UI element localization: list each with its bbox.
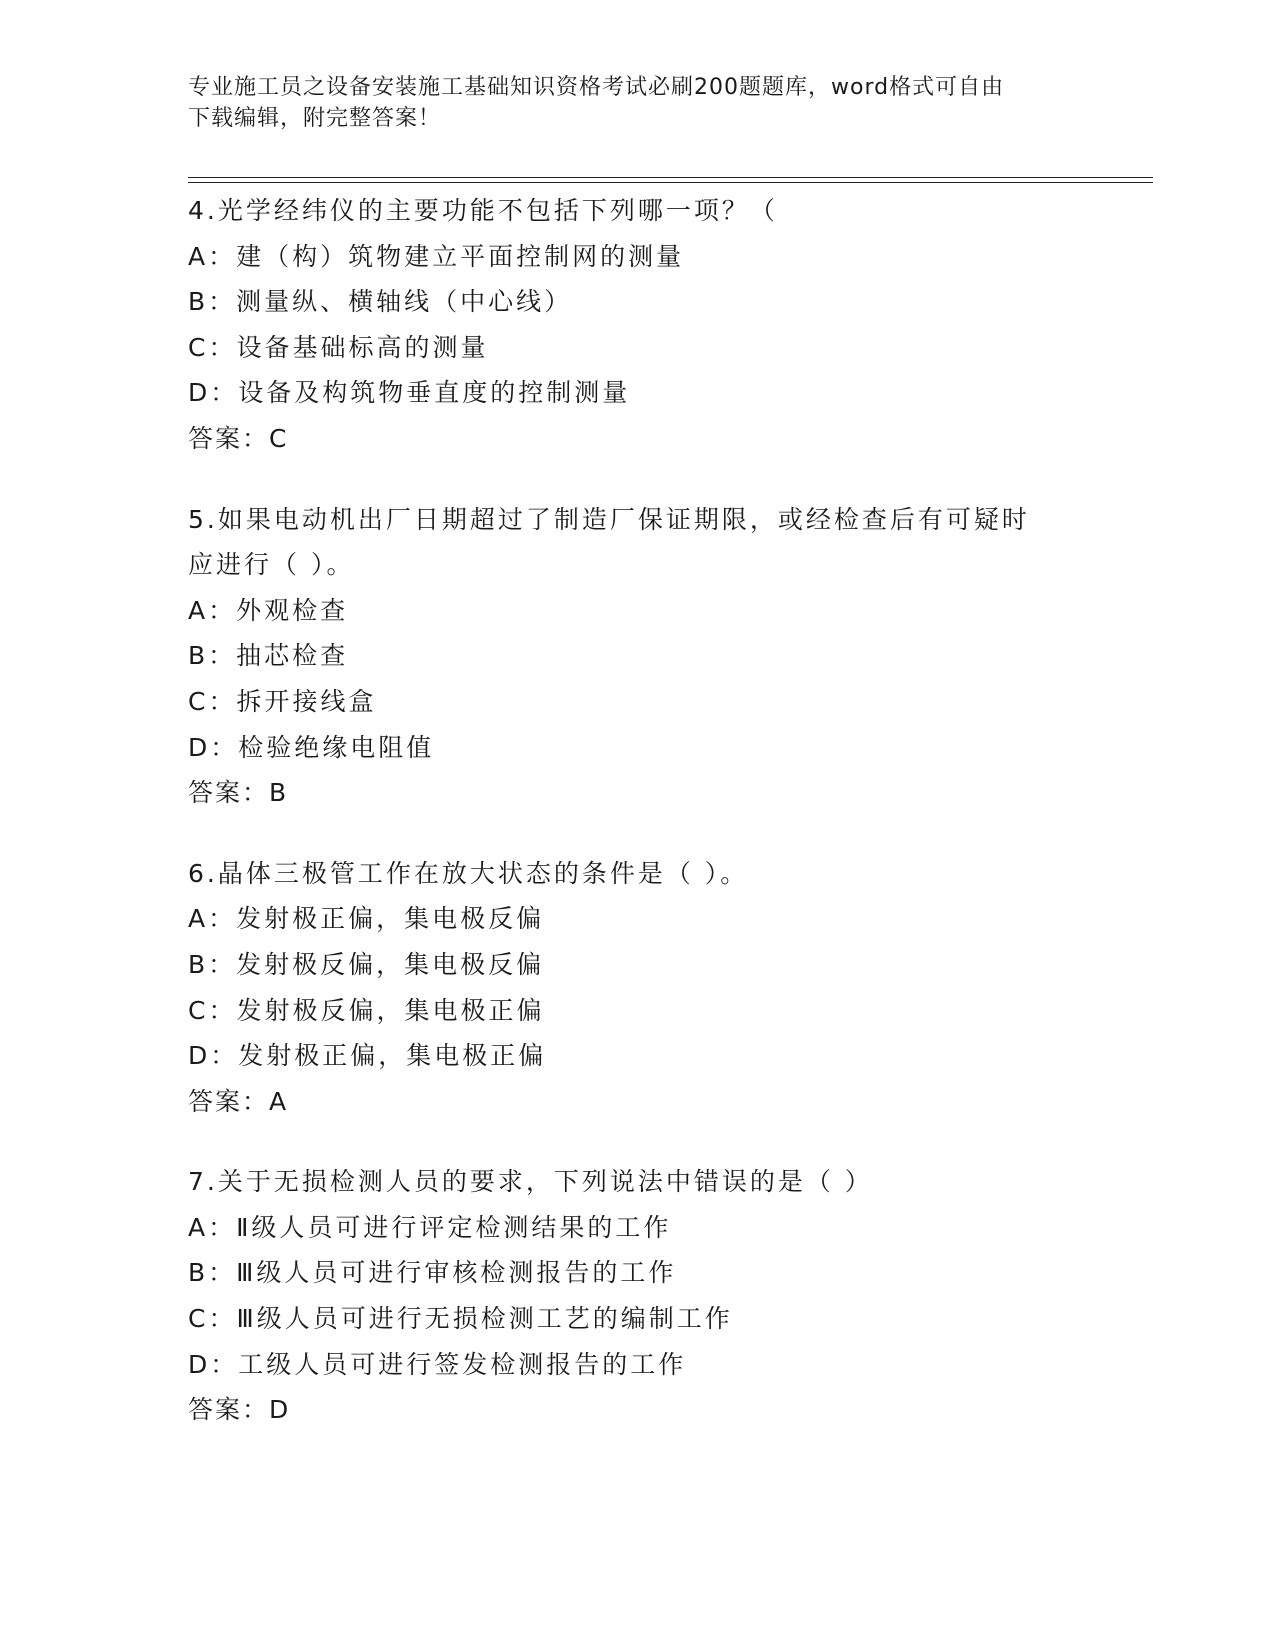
answer-label: 答案：	[188, 1086, 270, 1116]
answer-label: 答案：	[188, 778, 270, 808]
header-line-1: 专业施工员之设备安装施工基础知识资格考试必刷200题题库，word格式可自由	[188, 75, 1005, 100]
option-b: B：发射极反偏，集电极反偏	[188, 949, 545, 979]
answer-line	[188, 1387, 1088, 1433]
question-list	[188, 188, 1088, 1468]
option-b: B：抽芯检查	[188, 641, 349, 671]
answer-label: 答案：	[188, 1395, 270, 1425]
option-d: D：检验绝缘电阻值	[188, 732, 435, 762]
option-b: B：测量纵、横轴线（中心线）	[188, 287, 573, 317]
question-stem: 7.关于无损检测人员的要求，下列说法中错误的是（ ）	[188, 1167, 873, 1197]
header-line-2: 下载编辑，附完整答案！	[188, 106, 442, 131]
question-item	[188, 851, 1088, 1125]
option-a: A：发射极正偏，集电极反偏	[188, 904, 545, 934]
question-stem: 6.晶体三极管工作在放大状态的条件是（ ）。	[188, 858, 749, 888]
document-header	[188, 72, 1068, 134]
answer-line	[188, 1079, 1088, 1125]
question-stem: 4.光学经纬仪的主要功能不包括下列哪一项？（	[188, 196, 778, 225]
option-c: C：Ⅲ级人员可进行无损检测工艺的编制工作	[188, 1304, 733, 1334]
option-a: A：建（构）筑物建立平面控制网的测量	[188, 241, 685, 271]
answer-value: D	[269, 1395, 290, 1425]
answer-line	[188, 770, 1088, 816]
option-a: A：Ⅱ级人员可进行评定检测结果的工作	[188, 1212, 672, 1242]
question-item	[188, 497, 1088, 816]
option-d: D：工级人员可进行签发检测报告的工作	[188, 1349, 687, 1379]
option-c: C：拆开接线盒	[188, 686, 377, 716]
option-a: A：外观检查	[188, 595, 349, 625]
answer-value: A	[269, 1086, 288, 1116]
header-divider-top	[188, 177, 1153, 178]
option-c: C：设备基础标高的测量	[188, 332, 489, 362]
option-b: B：Ⅲ级人员可进行审核检测报告的工作	[188, 1258, 677, 1288]
answer-line	[188, 416, 1088, 462]
option-c: C：发射极反偏，集电极正偏	[188, 995, 545, 1025]
question-stem-continued: 应进行（ ）。	[188, 550, 355, 580]
answer-value: C	[269, 423, 288, 453]
option-d: D：设备及构筑物垂直度的控制测量	[188, 378, 631, 408]
answer-value: B	[269, 778, 288, 808]
question-stem: 5.如果电动机出厂日期超过了制造厂保证期限，或经检查后有可疑时	[188, 504, 1030, 534]
question-item	[188, 188, 1088, 462]
question-item	[188, 1159, 1088, 1433]
answer-label: 答案：	[188, 423, 270, 453]
header-divider-bottom	[188, 182, 1153, 183]
option-d: D：发射极正偏，集电极正偏	[188, 1041, 547, 1071]
